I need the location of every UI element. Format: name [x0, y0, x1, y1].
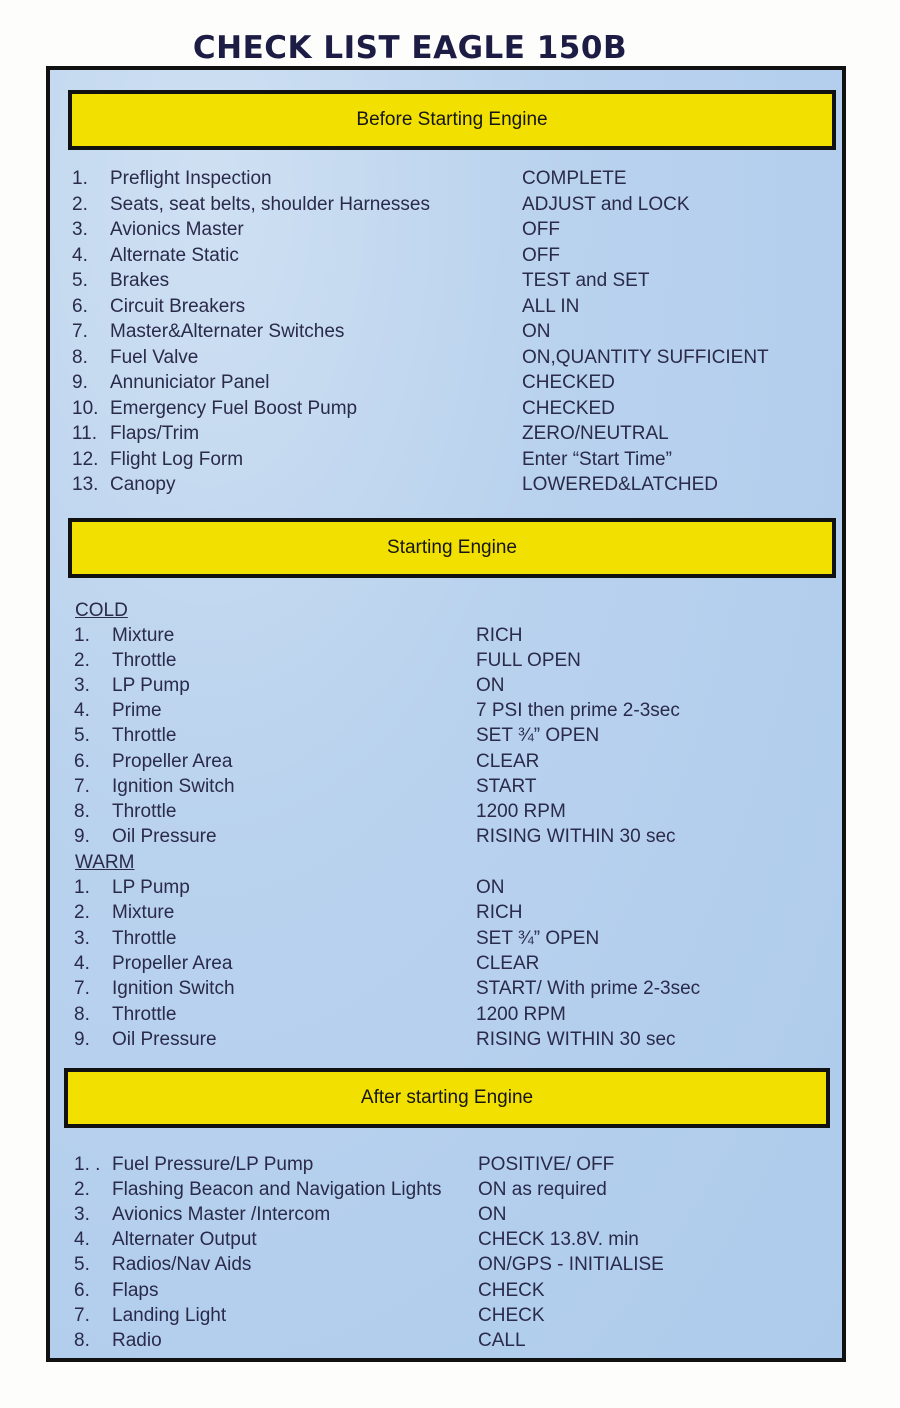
item-value: CHECKED — [522, 397, 615, 419]
item-value: SET ¾” OPEN — [476, 927, 600, 949]
item-value: CHECKED — [522, 372, 615, 393]
section-header-before-start: Before Starting Engine — [68, 90, 836, 150]
item-value: 1200 RPM — [476, 800, 566, 822]
checklist-row — [50, 700, 840, 725]
item-label: Radios/Nav Aids — [112, 1254, 252, 1276]
item-label: Alternate Static — [110, 244, 239, 266]
item-value: ON — [478, 1204, 507, 1226]
item-number: 1. — [74, 625, 90, 646]
checklist-row — [50, 219, 840, 244]
item-label: Preflight Inspection — [110, 168, 272, 189]
item-label: Oil Pressure — [112, 825, 217, 847]
item-value: RISING WITHIN 30 sec — [476, 825, 676, 847]
item-value: ALL IN — [522, 295, 580, 317]
item-label: Propeller Area — [112, 750, 233, 772]
item-number: 9. — [72, 372, 88, 393]
item-label: Alternater Output — [112, 1229, 257, 1251]
item-value: RICH — [476, 902, 523, 924]
item-value: Enter “Start Time” — [522, 448, 672, 470]
item-value: SET ¾” OPEN — [476, 725, 600, 747]
checklist-row — [50, 194, 840, 219]
section-header-starting: Starting Engine — [68, 518, 836, 578]
checklist-row — [50, 725, 840, 750]
item-number: 7. — [74, 978, 90, 1000]
checklist-row — [50, 1254, 840, 1279]
checklist-row — [50, 1280, 840, 1305]
item-label: Flight Log Form — [110, 448, 244, 470]
item-value: CLEAR — [476, 952, 540, 974]
subheading-cold: COLD — [75, 600, 128, 621]
checklist-row — [50, 1154, 840, 1179]
item-number: 2. — [74, 1179, 90, 1201]
item-value: CHECK — [478, 1279, 545, 1301]
item-label: Mixture — [112, 902, 175, 924]
checklist-row — [50, 801, 840, 826]
checklist-row — [50, 398, 840, 423]
item-value: POSITIVE/ OFF — [478, 1154, 615, 1175]
item-label: Throttle — [112, 927, 177, 949]
item-number: 12. — [72, 448, 99, 470]
item-number: 2. — [74, 902, 90, 924]
item-number: 5. — [74, 1254, 90, 1276]
item-label: Throttle — [112, 650, 177, 672]
checklist-row — [50, 372, 840, 397]
item-number: 8. — [72, 346, 88, 368]
item-value: ADJUST and LOCK — [522, 193, 690, 215]
item-number: 8. — [74, 1003, 90, 1025]
checklist-row — [50, 1004, 840, 1029]
item-label: Throttle — [112, 800, 177, 822]
item-value: ON,QUANTITY SUFFICIENT — [522, 346, 769, 368]
item-number: 9. — [74, 825, 90, 847]
item-label: Seats, seat belts, shoulder Harnesses — [110, 193, 431, 215]
item-value: TEST and SET — [522, 270, 650, 291]
item-number: 7. — [74, 1304, 90, 1326]
page-title: CHECK LIST EAGLE 150B — [192, 30, 628, 66]
checklist-row — [50, 877, 840, 902]
item-label: Radio — [112, 1329, 162, 1351]
checklist-row — [50, 928, 840, 953]
section-header-after-start: After starting Engine — [64, 1068, 830, 1128]
checklist-row — [50, 751, 840, 776]
item-number: 1. . — [74, 1154, 101, 1175]
item-label: Flaps — [112, 1279, 159, 1301]
item-value: COMPLETE — [522, 168, 627, 189]
item-value: CHECK 13.8V. min — [478, 1229, 639, 1251]
item-label: Fuel Valve — [110, 346, 199, 368]
item-value: START — [476, 775, 537, 797]
item-label: Emergency Fuel Boost Pump — [110, 397, 358, 419]
item-number: 13. — [72, 474, 99, 495]
item-value: ZERO/NEUTRAL — [522, 423, 669, 444]
item-number: 3. — [74, 927, 90, 949]
item-value: ON — [476, 675, 505, 697]
item-label: Throttle — [112, 1003, 177, 1025]
item-value: RICH — [476, 625, 523, 646]
checklist-row — [50, 675, 840, 700]
item-label: Avionics Master /Intercom — [112, 1204, 331, 1226]
subheading-warm: WARM — [75, 852, 135, 873]
item-label: Ignition Switch — [112, 978, 235, 1000]
item-label: Fuel Pressure/LP Pump — [112, 1154, 314, 1175]
item-number: 5. — [74, 725, 90, 747]
checklist-card — [46, 66, 846, 1362]
checklist-row — [50, 826, 840, 851]
item-number: 9. — [74, 1028, 90, 1050]
checklist-row — [50, 978, 840, 1003]
item-value: FULL OPEN — [476, 650, 581, 672]
item-label: Prime — [112, 700, 162, 722]
checklist-row — [50, 1330, 840, 1355]
checklist-row — [50, 1204, 840, 1229]
item-value: OFF — [522, 244, 560, 266]
checklist-row — [50, 321, 840, 346]
item-value: OFF — [522, 219, 560, 240]
item-number: 2. — [72, 193, 88, 215]
item-number: 3. — [74, 1204, 90, 1226]
checklist-row — [50, 1179, 840, 1204]
item-value: 1200 RPM — [476, 1003, 566, 1025]
item-value: ON/GPS - INITIALISE — [478, 1254, 664, 1276]
item-value: ON as required — [478, 1179, 607, 1201]
item-label: Brakes — [110, 270, 170, 291]
item-value: ON — [476, 877, 505, 898]
item-label: Circuit Breakers — [110, 295, 246, 317]
item-number: 6. — [74, 750, 90, 772]
checklist-row — [50, 270, 840, 295]
item-value: CALL — [478, 1329, 526, 1351]
item-value: ON — [522, 321, 551, 342]
item-number: 4. — [74, 700, 90, 722]
item-number: 7. — [72, 321, 88, 342]
item-label: LP Pump — [112, 675, 190, 697]
item-label: Annuniciator Panel — [110, 372, 270, 393]
checklist-row — [50, 474, 840, 499]
item-label: Master&Alternater Switches — [110, 321, 345, 342]
checklist-row — [50, 296, 840, 321]
checklist-row — [50, 423, 840, 448]
item-value: START/ With prime 2-3sec — [476, 978, 701, 1000]
item-number: 4. — [74, 1229, 90, 1251]
item-label: Mixture — [112, 625, 175, 646]
item-number: 1. — [72, 168, 88, 189]
checklist-row — [50, 650, 840, 675]
item-label: Flashing Beacon and Navigation Lights — [112, 1179, 442, 1201]
checklist-row — [50, 1029, 840, 1054]
item-number: 3. — [72, 219, 88, 240]
item-label: Avionics Master — [110, 219, 244, 240]
checklist-row — [50, 953, 840, 978]
item-number: 1. — [74, 877, 90, 898]
item-label: Flaps/Trim — [110, 423, 200, 444]
item-value: LOWERED&LATCHED — [522, 474, 719, 495]
item-number: 2. — [74, 650, 90, 672]
checklist-row — [50, 902, 840, 927]
item-number: 10. — [72, 397, 99, 419]
item-label: Ignition Switch — [112, 775, 235, 797]
item-number: 4. — [72, 244, 88, 266]
checklist-row — [50, 168, 840, 193]
checklist-row — [50, 1305, 840, 1330]
item-label: Throttle — [112, 725, 177, 747]
checklist-row — [50, 625, 840, 650]
checklist-row — [50, 347, 840, 372]
checklist-row — [50, 776, 840, 801]
item-label: Propeller Area — [112, 952, 233, 974]
item-value: 7 PSI then prime 2-3sec — [476, 700, 680, 722]
item-label: Oil Pressure — [112, 1028, 217, 1050]
item-number: 8. — [74, 1329, 90, 1351]
item-number: 3. — [74, 675, 90, 697]
item-number: 6. — [72, 295, 88, 317]
item-value: CLEAR — [476, 750, 540, 772]
item-label: LP Pump — [112, 877, 190, 898]
checklist-row — [50, 449, 840, 474]
item-number: 8. — [74, 800, 90, 822]
item-number: 5. — [72, 270, 88, 291]
item-number: 11. — [72, 423, 98, 444]
checklist-row — [50, 1229, 840, 1254]
checklist-row — [50, 245, 840, 270]
item-number: 4. — [74, 952, 90, 974]
item-label: Landing Light — [112, 1304, 227, 1326]
item-label: Canopy — [110, 474, 176, 495]
item-number: 7. — [74, 775, 90, 797]
item-value: CHECK — [478, 1304, 545, 1326]
item-number: 6. — [74, 1279, 90, 1301]
item-value: RISING WITHIN 30 sec — [476, 1028, 676, 1050]
